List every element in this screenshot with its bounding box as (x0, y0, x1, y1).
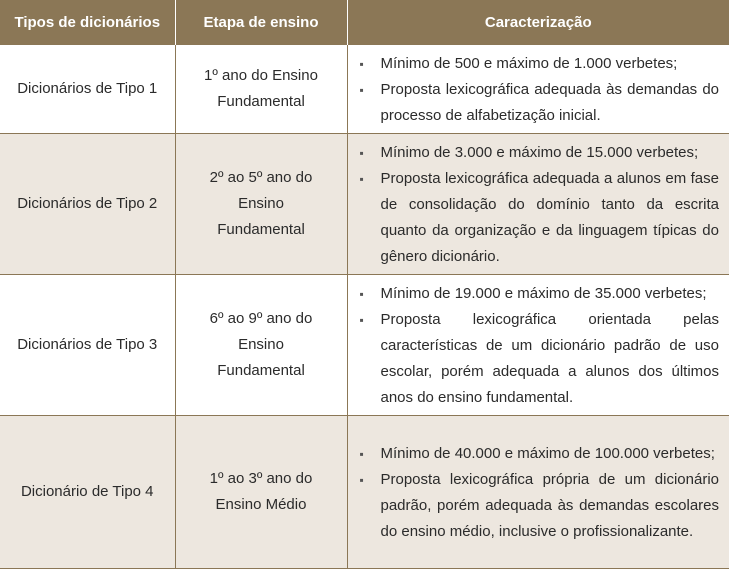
table-row (0, 275, 729, 416)
list-item: ▪ Proposta lexicográfica própria de um dicionário padrão, porém adequada às demandas escolares do ensino médio, inclusive o profissionalizante. (348, 467, 724, 545)
etapa-text: 1º ano do Ensino Fundamental (204, 67, 318, 110)
feature-list (348, 441, 724, 545)
feature-list (348, 281, 724, 411)
header-tipos: Tipos de dicionários (0, 0, 175, 45)
cell-tipo: Dicionários de Tipo 2 (0, 134, 175, 275)
list-item: ▪ Proposta lexicográfica adequada a alunos em fase de consolidação do domínio tanto da escrita quanto da organização e da linguagem típicas do gênero dicionário. (348, 166, 724, 270)
cell-caracterizacao (347, 45, 729, 134)
header-row (0, 0, 729, 45)
cell-caracterizacao (347, 275, 729, 416)
list-item: ▪ Mínimo de 500 e máximo de 1.000 verbetes; (348, 51, 724, 77)
list-item: ▪ Mínimo de 40.000 e máximo de 100.000 verbetes; (348, 441, 724, 467)
etapa-text: 2º ao 5º ano do Ensino Fundamental (209, 169, 313, 238)
cell-tipo: Dicionários de Tipo 1 (0, 45, 175, 134)
list-item: ▪ Proposta lexicográfica orientada pelas características de um dicionário padrão de uso escolar, porém adequada a alunos dos últimos anos do ensino fundamental. (348, 307, 724, 411)
etapa-text: 1º ao 3º ano do Ensino Médio (209, 470, 313, 513)
cell-etapa (175, 45, 347, 134)
cell-etapa (175, 275, 347, 416)
cell-etapa (175, 134, 347, 275)
etapa-text: 6º ao 9º ano do Ensino Fundamental (209, 310, 313, 379)
header-etapa: Etapa de ensino (175, 0, 347, 45)
list-item: ▪ Mínimo de 3.000 e máximo de 15.000 verbetes; (348, 140, 724, 166)
table-row (0, 45, 729, 134)
table-row (0, 134, 729, 275)
feature-list (348, 140, 724, 270)
list-item: ▪ Mínimo de 19.000 e máximo de 35.000 verbetes; (348, 281, 724, 307)
cell-tipo: Dicionário de Tipo 4 (0, 416, 175, 569)
cell-tipo: Dicionários de Tipo 3 (0, 275, 175, 416)
list-item: ▪ Proposta lexicográfica adequada às demandas do processo de alfabetização inicial. (348, 77, 724, 129)
cell-caracterizacao (347, 134, 729, 275)
header-caracterizacao: Caracterização (347, 0, 729, 45)
feature-list (348, 51, 724, 129)
